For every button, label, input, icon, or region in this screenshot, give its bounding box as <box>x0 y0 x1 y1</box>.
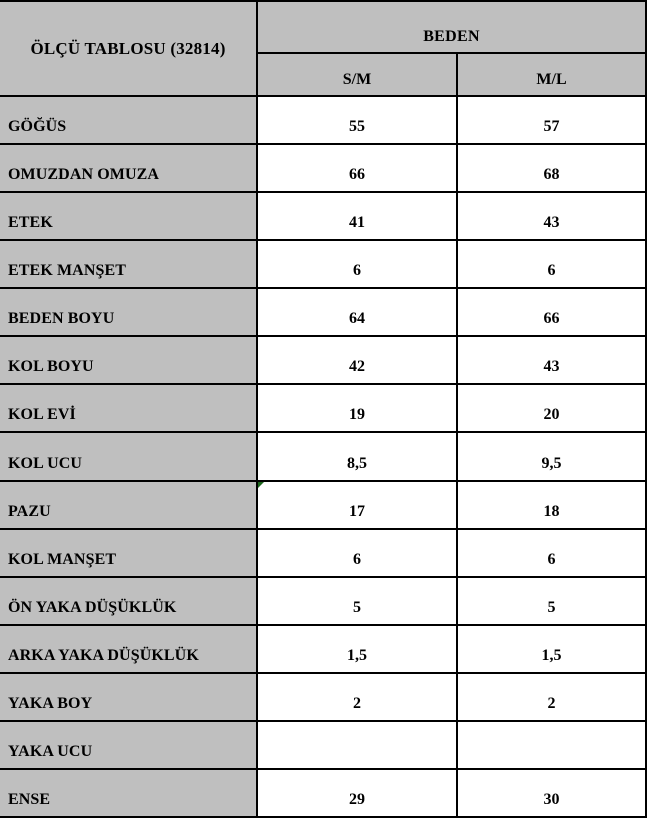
measure-label: BEDEN BOYU <box>0 289 256 335</box>
measure-label: KOL EVİ <box>0 385 256 431</box>
value-sm: 6 <box>258 530 456 576</box>
cell-comment-flag-icon <box>258 482 264 488</box>
measure-label: PAZU <box>0 482 256 528</box>
value-ml: 1,5 <box>458 626 645 672</box>
value-sm-text: 17 <box>349 502 365 520</box>
value-sm: 64 <box>258 289 456 335</box>
value-ml: 43 <box>458 193 645 239</box>
measure-label: GÖĞÜS <box>0 97 256 143</box>
value-ml: 6 <box>458 241 645 287</box>
value-ml <box>458 722 645 768</box>
measure-label: OMUZDAN OMUZA <box>0 145 256 191</box>
measure-label: ARKA YAKA DÜŞÜKLÜK <box>0 626 256 672</box>
value-sm <box>258 722 456 768</box>
value-ml: 43 <box>458 337 645 383</box>
value-ml: 68 <box>458 145 645 191</box>
value-ml: 30 <box>458 770 645 816</box>
measure-label: ÖN YAKA DÜŞÜKLÜK <box>0 578 256 624</box>
value-sm: 5 <box>258 578 456 624</box>
size-col-header-ml: M/L <box>458 54 645 95</box>
measure-label: YAKA UCU <box>0 722 256 768</box>
value-ml: 5 <box>458 578 645 624</box>
table-title: ÖLÇÜ TABLOSU (32814) <box>0 2 256 95</box>
value-ml: 66 <box>458 289 645 335</box>
value-sm: 8,5 <box>258 433 456 479</box>
measure-label: ETEK <box>0 193 256 239</box>
value-sm: 42 <box>258 337 456 383</box>
measure-label: KOL UCU <box>0 433 256 479</box>
value-sm: 6 <box>258 241 456 287</box>
value-sm: 41 <box>258 193 456 239</box>
value-sm: 1,5 <box>258 626 456 672</box>
value-ml: 2 <box>458 674 645 720</box>
size-group-header: BEDEN <box>258 2 645 52</box>
measure-label: KOL BOYU <box>0 337 256 383</box>
value-ml: 20 <box>458 385 645 431</box>
value-ml: 6 <box>458 530 645 576</box>
size-col-header-sm: S/M <box>258 54 456 95</box>
value-sm: 2 <box>258 674 456 720</box>
measure-label: ENSE <box>0 770 256 816</box>
value-sm: 66 <box>258 145 456 191</box>
value-ml: 9,5 <box>458 433 645 479</box>
value-sm: 29 <box>258 770 456 816</box>
value-ml: 18 <box>458 482 645 528</box>
value-sm: 19 <box>258 385 456 431</box>
value-sm: 55 <box>258 97 456 143</box>
measure-label: ETEK MANŞET <box>0 241 256 287</box>
measure-label: KOL MANŞET <box>0 530 256 576</box>
measure-label: YAKA BOY <box>0 674 256 720</box>
value-sm <box>258 482 456 528</box>
value-ml: 57 <box>458 97 645 143</box>
